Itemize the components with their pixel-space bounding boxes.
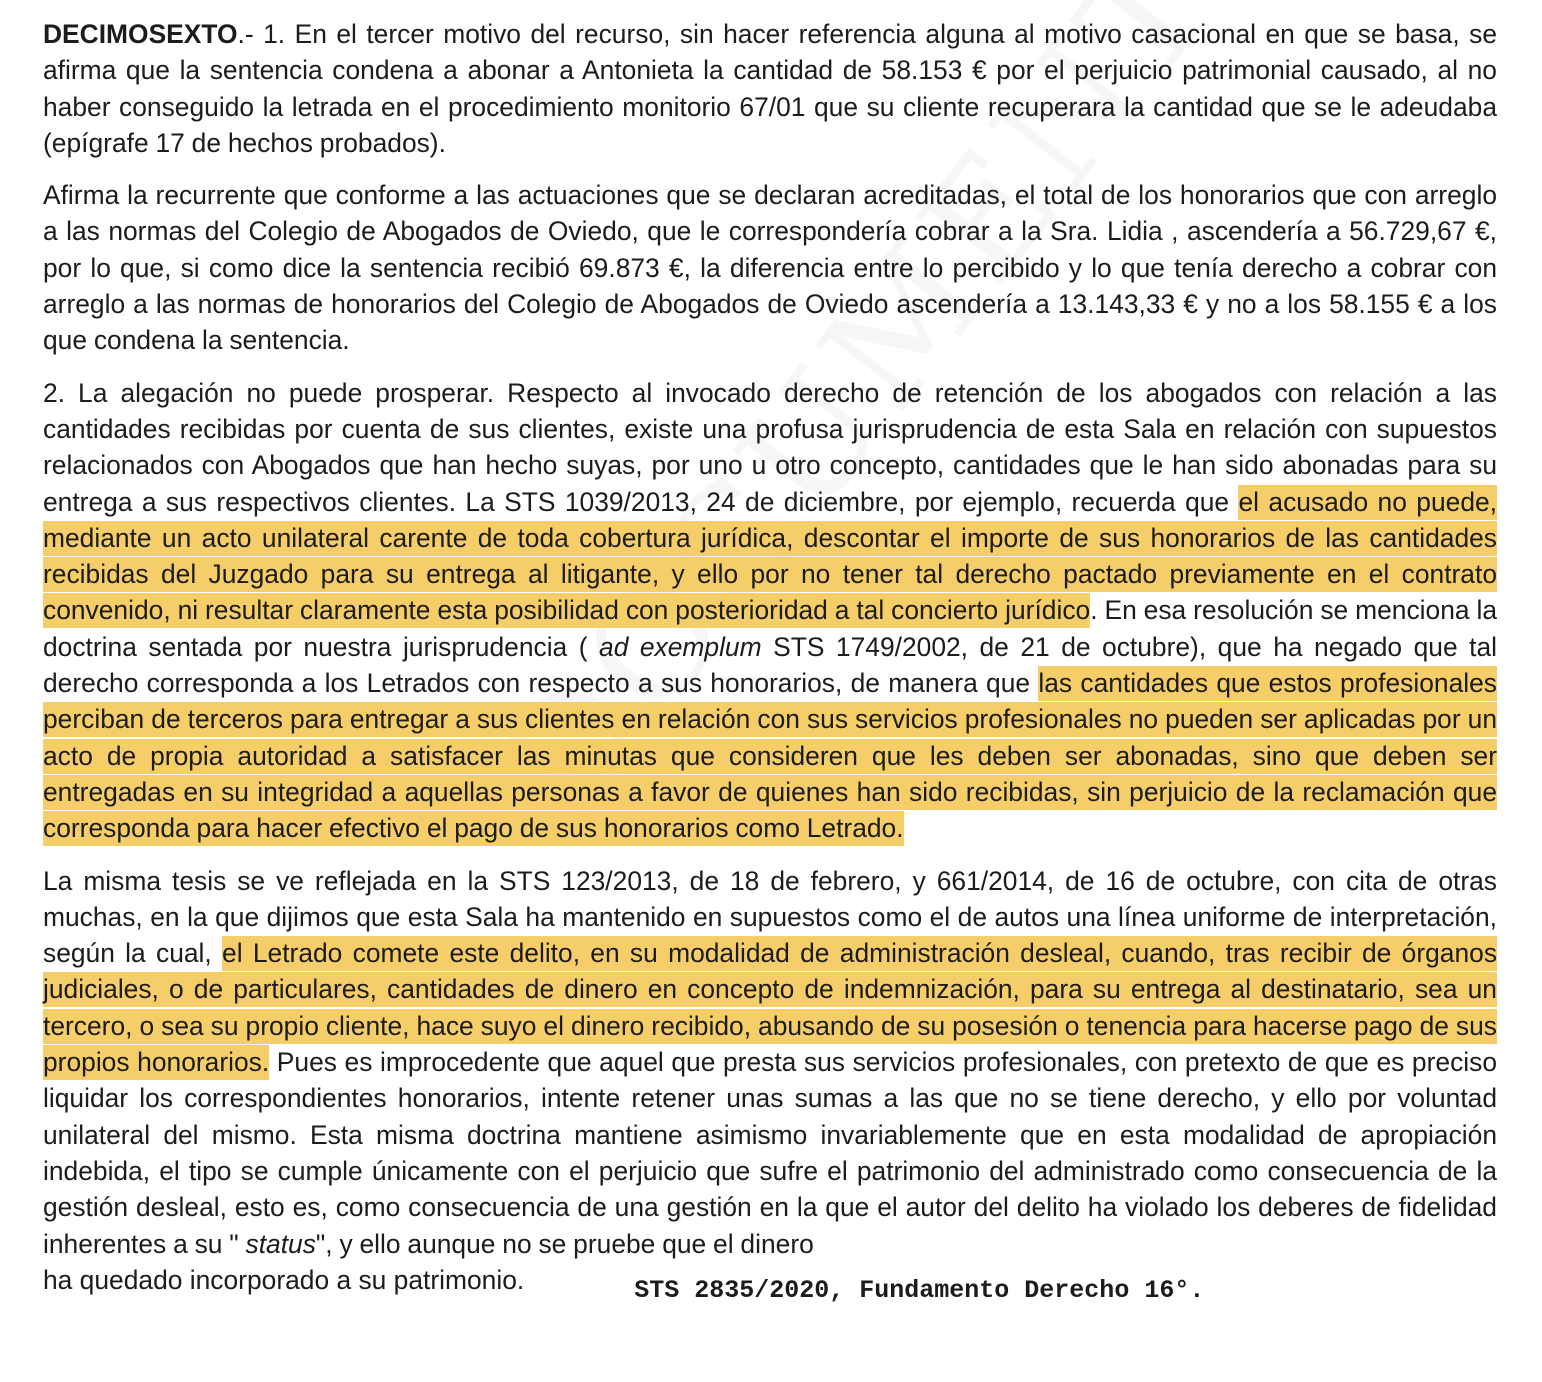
paragraph-3 [43, 375, 1497, 847]
paragraph-3-text-c: STS 1749/2002, de 21 de octubre), que ha negado que tal derecho corresponda a los Letrados con respecto a sus honorarios, de manera que [43, 631, 1497, 699]
paragraph-4-text-a: La misma tesis se ve reflejada en la STS 123/2013, de 18 de febrero, y 661/2014, de 16 de octubre, con cita de otras muchas, en la que dijimos que esta Sala ha mantenido en supuestos como el de autos una línea uniforme de interpretación, según la cual, [43, 865, 1497, 969]
paragraph-3-text-b: . En esa resolución se menciona la doctrina sentada por nuestra jurisprudencia ( [43, 595, 1497, 662]
paragraph-4-text-last: ha quedado incorporado a su patrimonio. [43, 1264, 525, 1295]
final-line [43, 1262, 1497, 1305]
highlight-1: el acusado no puede, mediante un acto unilateral carente de toda cobertura jurídica, descontar el importe de sus honorarios de las cantidades recibidas del Juzgado para su entrega al litigante, y ello por no tener tal derecho pactado previamente en el contrato convenido, ni resultar claramente esta posibilidad con posterioridad a tal concierto jurídico [43, 485, 1497, 629]
document-body [43, 16, 1498, 1305]
paragraph-1-text: .- 1. En el tercer motivo del recurso, sin hacer referencia alguna al motivo casacional en que se basa, se afirma que la sentencia condena a abonar a Antonieta la cantidad de 58.153 € por el perjuicio patrimonial causado, al no haber conseguido la letrada en el procedimiento monitorio 67/01 que su cliente recuperara la cantidad que se le adeudaba (epígrafe 17 de hechos probados). [43, 19, 1497, 158]
highlight-3: el Letrado comete este delito, en su modalidad de administración desleal, cuando, tras recibir de órganos judiciales, o de particulares, cantidades de dinero en concepto de indemnización, para su entrega al destinatario, sea un tercero, o sea su propio cliente, hace suyo el dinero recibido, abusando de su posesión o tenencia para hacerse pago de sus propios honorarios. [43, 936, 1497, 1080]
highlight-2: las cantidades que estos profesionales perciban de terceros para entregar a sus clientes en relación con sus servicios profesionales no pueden ser aplicadas por un acto de propia autoridad a satisfacer las minutas que consideren que les deben ser abonadas, sino que deben ser entregadas en su integridad a aquellas personas a favor de quienes han sido recibidas, sin perjuicio de la reclamación que corresponda para hacer efectivo el pago de sus honorarios como Letrado. [43, 666, 1497, 846]
citation-reference: STS 2835/2020, Fundamento Derecho 16°. [634, 1275, 1205, 1305]
italic-status: status [245, 1228, 316, 1259]
paragraph-2-text: Afirma la recurrente que conforme a las actuaciones que se declaran acreditadas, el total de los honorarios que con arreglo a las normas del Colegio de Abogados de Oviedo, que le correspondería cobrar a la Sra. Lidia , ascendería a 56.729,67 €, por lo que, si como dice la sentencia recibió 69.873 €, la diferencia entre lo percibido y lo que tenía derecho a cobrar con arreglo a las normas de honorarios del Colegio de Abogados de Oviedo ascendería a 13.143,33 € y no a los 58.155 € a los que condena la sentencia. [43, 180, 1497, 356]
paragraph-3-text-a: 2. La alegación no puede prosperar. Respecto al invocado derecho de retención de los abogados con relación a las cantidades recibidas por cuenta de sus clientes, existe una profusa jurisprudencia de esta Sala en relación con supuestos relacionados con Abogados que han hecho suyas, por uno u otro concepto, cantidades que le han sido abonadas para su entrega a sus respectivos clientes. La STS 1039/2013, 24 de diciembre, por ejemplo, recuerda que [43, 377, 1497, 517]
paragraph-2 [43, 177, 1497, 358]
section-heading: DECIMOSEXTO [43, 19, 238, 49]
paragraph-4 [43, 863, 1497, 1262]
paragraph-4-text-b: Pues es improcedente que aquel que presta sus servicios profesionales, con pretexto de que es preciso liquidar los correspondientes honorarios, intente retener unas sumas a las que no se tiene derecho, y ello por voluntad unilateral del mismo. Esta misma doctrina mantiene asimismo invariablemente que en esta modalidad de apropiación indebida, el tipo se cumple únicamente con el perjuicio que sufre el patrimonio del administrado como consecuencia de la gestión desleal, esto es, como consecuencia de una gestión en la que el autor del delito ha violado los deberes de fidelidad inherentes a su " [43, 1047, 1498, 1259]
paragraph-4-text-c: ", y ello aunque no se pruebe que el dinero [315, 1228, 814, 1259]
italic-ad-exemplum: ad exemplum [599, 631, 762, 662]
paragraph-1 [43, 16, 1497, 161]
